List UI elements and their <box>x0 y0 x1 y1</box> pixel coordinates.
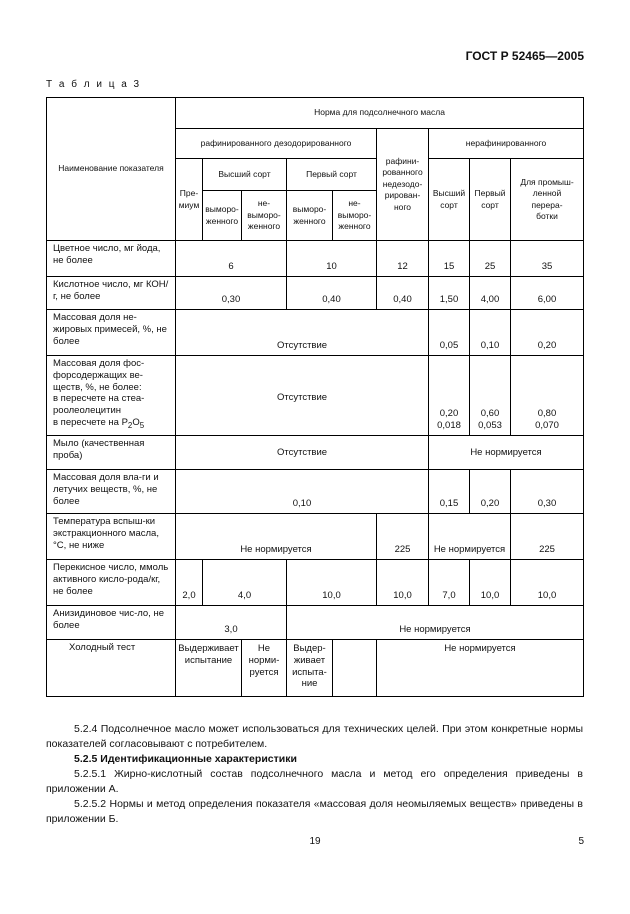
cell: Выдер- живает испыта- ние <box>287 640 333 697</box>
top-not-frozen-header: не- выморо- женного <box>242 191 287 241</box>
cell <box>333 640 377 697</box>
cell: 225 <box>511 514 584 560</box>
cell: Не нормируется <box>429 514 511 560</box>
standard-header: ГОСТ Р 52465—2005 <box>465 49 584 63</box>
cell: 2,0 <box>176 560 203 606</box>
premium-header: Пре- миум <box>176 159 203 241</box>
table-row <box>47 310 584 356</box>
table-row <box>47 241 584 277</box>
cell: 0,05 <box>429 310 470 356</box>
row-label-sub: в пересчете на стеа-роолеолецитин <box>53 393 145 417</box>
row-label: Кислотное число, мг КОН/г, не более <box>47 277 176 310</box>
row-label: Анизидиновое чис-ло, не более <box>47 606 176 640</box>
refined-nondeodorized-header: рафини- рованного недезодо- рирован- ного <box>377 129 429 241</box>
cell: 10,0 <box>511 560 584 606</box>
table-row <box>47 640 584 697</box>
norm-header: Норма для подсолнечного масла <box>176 98 584 129</box>
row-label-main: Массовая доля фос-форсодержащих ве-ществ, %, не более: <box>53 358 145 393</box>
cell: 35 <box>511 241 584 277</box>
row-label: Мыло (качественная проба) <box>47 436 176 470</box>
cell: 10,0 <box>287 560 377 606</box>
cell: Не норми- руется <box>242 640 287 697</box>
first-not-frozen-header: не- выморо- женного <box>333 191 377 241</box>
table-row <box>47 606 584 640</box>
table-row <box>47 356 584 436</box>
cell: 25 <box>470 241 511 277</box>
unrefined-header: нерафинированного <box>429 129 584 159</box>
cell: 3,0 <box>176 606 287 640</box>
cell: Отсутствие <box>176 310 429 356</box>
cell: 0,20 <box>511 310 584 356</box>
cell: Отсутствие <box>176 436 429 470</box>
cell: 0,20 0,018 <box>429 356 470 436</box>
cell: Не нормируется <box>287 606 584 640</box>
cell: 10 <box>287 241 377 277</box>
heading-5-2-5: 5.2.5 Идентификационные характеристики <box>74 753 297 765</box>
row-label <box>47 356 176 436</box>
cell: Не нормируется <box>176 514 377 560</box>
table-row <box>47 277 584 310</box>
cell: 1,50 <box>429 277 470 310</box>
row-label: Холодный тест <box>47 640 176 697</box>
row-label: Цветное число, мг йода, не более <box>47 241 176 277</box>
table-row <box>47 436 584 470</box>
row-label: Массовая доля не-жировых примесей, %, не более <box>47 310 176 356</box>
refined-deodorized-header: рафинированного дезодорированного <box>176 129 377 159</box>
cell: 0,15 <box>429 470 470 514</box>
unrefined-industrial-header: Для промыш- ленной перера- ботки <box>511 159 584 241</box>
cell: Отсутствие <box>176 356 429 436</box>
top-grade-header: Высший сорт <box>203 159 287 191</box>
table-caption: Т а б л и ц а 3 <box>46 79 142 90</box>
cell: 0,10 <box>176 470 429 514</box>
indicator-header: Наименование показателя <box>47 98 176 241</box>
cell: 0,30 <box>176 277 287 310</box>
first-grade-header: Первый сорт <box>287 159 377 191</box>
page-number-center: 19 <box>309 836 321 847</box>
cell: 10,0 <box>470 560 511 606</box>
cell: 4,0 <box>203 560 287 606</box>
cell: Выдерживает испытание <box>176 640 242 697</box>
row-label: Перекисное число, ммоль активного кисло-рода/кг, не более <box>47 560 176 606</box>
row-label: Температура вспыш-ки экстракционного масла, °С, не ниже <box>47 514 176 560</box>
cell: 0,40 <box>287 277 377 310</box>
cell: 4,00 <box>470 277 511 310</box>
cell: 6,00 <box>511 277 584 310</box>
top-frozen-header: выморо- женного <box>203 191 242 241</box>
row-label: Массовая доля вла-ги и летучих веществ, %, не более <box>47 470 176 514</box>
cell: 0,10 <box>470 310 511 356</box>
page-number-right: 5 <box>578 836 584 847</box>
norms-table <box>46 97 584 697</box>
cell: Не нормируется <box>377 640 584 697</box>
cell: 6 <box>176 241 287 277</box>
table-row <box>47 470 584 514</box>
table-row <box>47 560 584 606</box>
row-label-sub: в пересчете на $P_2O_5$ <box>53 416 145 430</box>
cell: 0,80 0,070 <box>511 356 584 436</box>
cell: 0,60 0,053 <box>470 356 511 436</box>
cell: 0,20 <box>470 470 511 514</box>
cell: 7,0 <box>429 560 470 606</box>
cell: 0,30 <box>511 470 584 514</box>
unrefined-first-header: Первый сорт <box>470 159 511 241</box>
cell: 0,40 <box>377 277 429 310</box>
cell: Не нормируется <box>429 436 584 470</box>
first-frozen-header: выморо- женного <box>287 191 333 241</box>
unrefined-top-header: Высший сорт <box>429 159 470 241</box>
table-row <box>47 514 584 560</box>
cell: 225 <box>377 514 429 560</box>
paragraph-5-2-5-1: 5.2.5.1 Жирно-кислотный состав подсолнечного масла и метод его определения приведены в приложении А. <box>46 768 583 795</box>
cell: 12 <box>377 241 429 277</box>
paragraph-5-2-4: 5.2.4 Подсолнечное масло может использоваться для технических целей. При этом конкретные нормы показателей согласовывают с потребителем. <box>46 723 583 750</box>
cell: 10,0 <box>377 560 429 606</box>
paragraph-5-2-5-2: 5.2.5.2 Нормы и метод определения показателя «массовая доля неомыляемых веществ» приведены в приложении Б. <box>46 798 583 825</box>
cell: 15 <box>429 241 470 277</box>
